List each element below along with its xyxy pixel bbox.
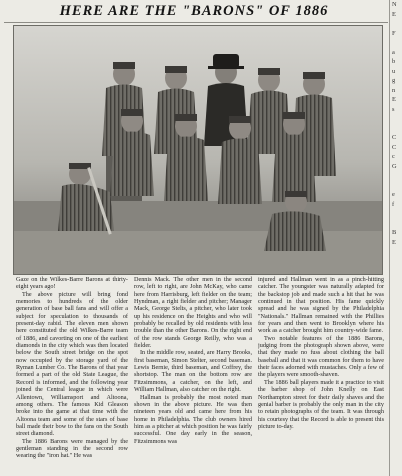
edge-fragment: E	[392, 238, 396, 246]
article-paragraph: Hallman is probably the most noted man shown in the above picture. He was then nineteen years old and came here from his home in Philadelphia. The club owners hired him as a pitcher at which position he was fairly successful. One day early in the season, Fitzsimmons was	[134, 393, 252, 445]
edge-fragment	[392, 38, 402, 48]
edge-fragment	[392, 114, 402, 124]
edge-fragment: C	[392, 143, 397, 151]
edge-fragment	[392, 257, 402, 267]
article-paragraph: Two notable features of the 1886 Barons, judging from the photograph shown above, were that they made no fuss about clothing the ball baseball and that it was common for them to have their faces adorned with mustaches. Only a few of the players were smooth-shaven.	[258, 334, 384, 379]
article-paragraph: In the middle row, seated, are Harry Brooks, first baseman, Simon Stelter, second baseman. Lewis Bernie, third baseman, and Coffrey, the shortstop. The man on the bottom row are Fitzsimmons, a catcher, on the left, and William Hallman, also catcher on the right.	[134, 349, 252, 394]
edge-fragment	[392, 219, 402, 229]
edge-fragment	[392, 171, 402, 181]
edge-fragment: G	[392, 162, 397, 170]
headline-rule	[4, 22, 388, 23]
edge-fragment: F	[392, 29, 396, 37]
edge-fragment	[392, 209, 402, 219]
edge-fragment: n	[392, 86, 396, 94]
edge-fragment: b	[392, 58, 396, 65]
edge-fragment: f	[392, 200, 395, 208]
article-paragraph: injured and Hallman went in as a pinch-hitting catcher. The youngster was naturally adapted for the backstop job and made such a hit that he was continued in that position. His fame quickly spread and he was signed by the Philadelphia "Nationals." Hallman remained with the Phillies for years and then went to Brooklyn where his work as a catcher brought him country-wide fame.	[258, 276, 384, 335]
article-column-3	[258, 276, 384, 476]
edge-fragment	[392, 19, 402, 29]
article-paragraph: Dennis Mack. The other men in the second row, left to right, are John McKay, who came here from Harrisburg, left fielder on the team; Hyndman, a right fielder and pitcher; Manager Mack, George Stelts, a pitcher, who later took up his residence on the Heights and who will probably be recalled by old residents with less trouble than the other Barons. On the right end of the row stands George Reilly, who was a fielder.	[134, 276, 252, 350]
headline: HERE ARE THE "BARONS" OF 1886	[59, 3, 329, 19]
article-paragraph: The 1886 ball players made it a practice to visit the barber shop of John Knelly on East Northampton street for their daily shaves and the genial barber is probably the only man in the city to retain photographs of the team. It was through his courtesy that the Record is able to present this picture to-day.	[258, 378, 384, 430]
article-paragraph: Gaze on the Wilkes-Barre Barons at thirty-eight years ago!	[16, 276, 128, 291]
edge-fragment: a	[392, 48, 395, 56]
edge-fragment: E	[392, 96, 396, 103]
adjacent-column-fragments	[392, 0, 402, 476]
column-rule	[389, 0, 390, 476]
edge-fragment: B	[392, 229, 397, 236]
edge-fragment	[392, 181, 402, 191]
edge-fragment: E	[392, 10, 396, 18]
edge-fragment: N	[392, 1, 397, 8]
edge-fragment: s	[392, 105, 395, 113]
edge-fragment: g	[392, 77, 396, 84]
edge-fragment: e	[392, 191, 395, 198]
edge-fragment	[392, 124, 402, 134]
article-column-1	[16, 276, 128, 476]
article-paragraph: The 1886 Barons were managed by the gentleman standing in the second row wearing the "iron hat." He was	[16, 437, 128, 460]
article-paragraph: The above picture will bring fond memories to hundreds of the older generation of base ball fans and will offer a subject for speculation to thousands of present-day rabid. The eleven men shown here constituted the old Wilkes-Barre team of 1886, and cavorting on one of the earliest diamonds in the city which was then located below the South street bridge on the spot now occupied by the storage yard of the Ryman Lumber Co. The Barons of that year formed a part of the old State League, the Record is informed, and the following year joined the Central league in which were Allentown, Williamsport and Altoona, among others. The famous Kid Gleason broke into the game at that time with the Altoona team and some of the stars of base ball made their bow to the fans on the South street diamond.	[16, 290, 128, 438]
edge-fragment: c	[392, 153, 395, 160]
team-photograph	[13, 25, 383, 275]
team-photograph-image	[14, 26, 382, 274]
article-column-2	[134, 276, 252, 476]
edge-fragment	[392, 247, 402, 257]
edge-fragment: C	[392, 134, 397, 141]
edge-fragment: u	[392, 67, 396, 75]
